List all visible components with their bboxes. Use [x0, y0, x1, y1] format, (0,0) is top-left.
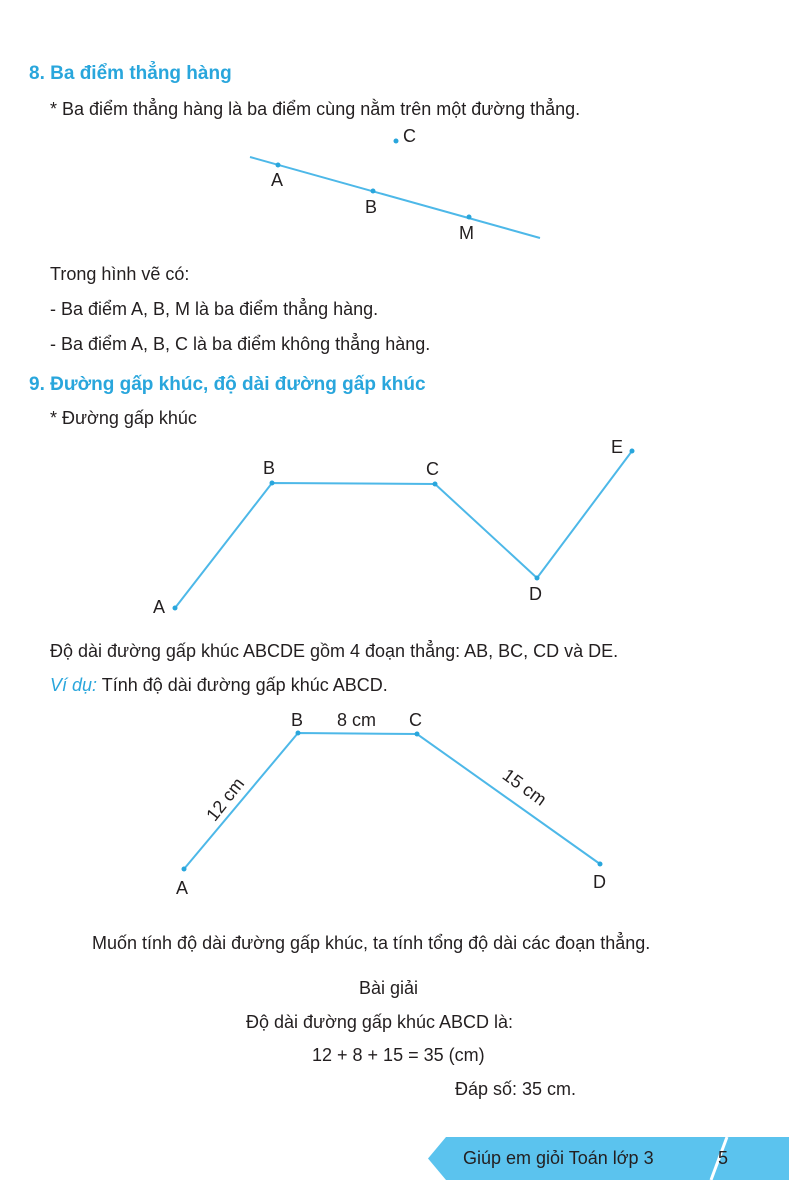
- ex-point-a: [182, 867, 187, 872]
- length-ab-label: 12 cm: [202, 773, 249, 825]
- ex-point-c: [415, 732, 420, 737]
- length-cd-label: 15 cm: [498, 764, 551, 810]
- solution-line-1: Độ dài đường gấp khúc ABCD là:: [246, 1012, 514, 1032]
- label-b: B: [365, 197, 378, 217]
- example-text: Tính độ dài đường gấp khúc ABCD.: [97, 675, 388, 695]
- poly-label-d: D: [529, 584, 542, 604]
- answer: Đáp số: 35 cm.: [455, 1079, 577, 1099]
- section-8-definition: * Ba điểm thẳng hàng là ba điểm cùng nằm trên một đường thẳng.: [50, 99, 581, 119]
- poly-label-c: C: [426, 459, 439, 479]
- ex-label-d: D: [593, 872, 606, 892]
- ex-point-b: [296, 731, 301, 736]
- poly-label-a: A: [153, 597, 166, 617]
- section-8-line-2: - Ba điểm A, B, C là ba điểm không thẳng hàng.: [50, 334, 431, 354]
- section-8-heading: 8. Ba điểm thẳng hàng: [29, 63, 232, 84]
- section-9-heading: 9. Đường gấp khúc, độ dài đường gấp khúc: [29, 374, 426, 395]
- section-8-intro: Trong hình vẽ có:: [50, 264, 190, 284]
- solution-line-2: 12 + 8 + 15 = 35 (cm): [312, 1045, 485, 1065]
- ex-label-a: A: [176, 878, 189, 898]
- label-a: A: [271, 170, 284, 190]
- poly-label-e: E: [611, 437, 624, 457]
- section-9-subheading: * Đường gấp khúc: [50, 408, 197, 428]
- poly-label-b: B: [263, 458, 276, 478]
- ex-label-c: C: [409, 710, 422, 730]
- rule-text: Muốn tính độ dài đường gấp khúc, ta tính tổng độ dài các đoạn thẳng.: [92, 933, 651, 953]
- label-c: C: [403, 126, 416, 146]
- ex-point-d: [598, 862, 603, 867]
- solution-title: Bài giải: [359, 978, 419, 998]
- footer-book-title: Giúp em giỏi Toán lớp 3: [463, 1148, 654, 1168]
- ex-label-b: B: [291, 710, 304, 730]
- example-label: Ví dụ:: [50, 675, 98, 695]
- section-9-description: Độ dài đường gấp khúc ABCDE gồm 4 đoạn thẳng: AB, BC, CD và DE.: [50, 641, 619, 661]
- section-8-line-1: - Ba điểm A, B, M là ba điểm thẳng hàng.: [50, 299, 379, 319]
- length-bc-label: 8 cm: [337, 710, 377, 730]
- label-m: M: [459, 223, 474, 243]
- page-number: 5: [718, 1148, 729, 1168]
